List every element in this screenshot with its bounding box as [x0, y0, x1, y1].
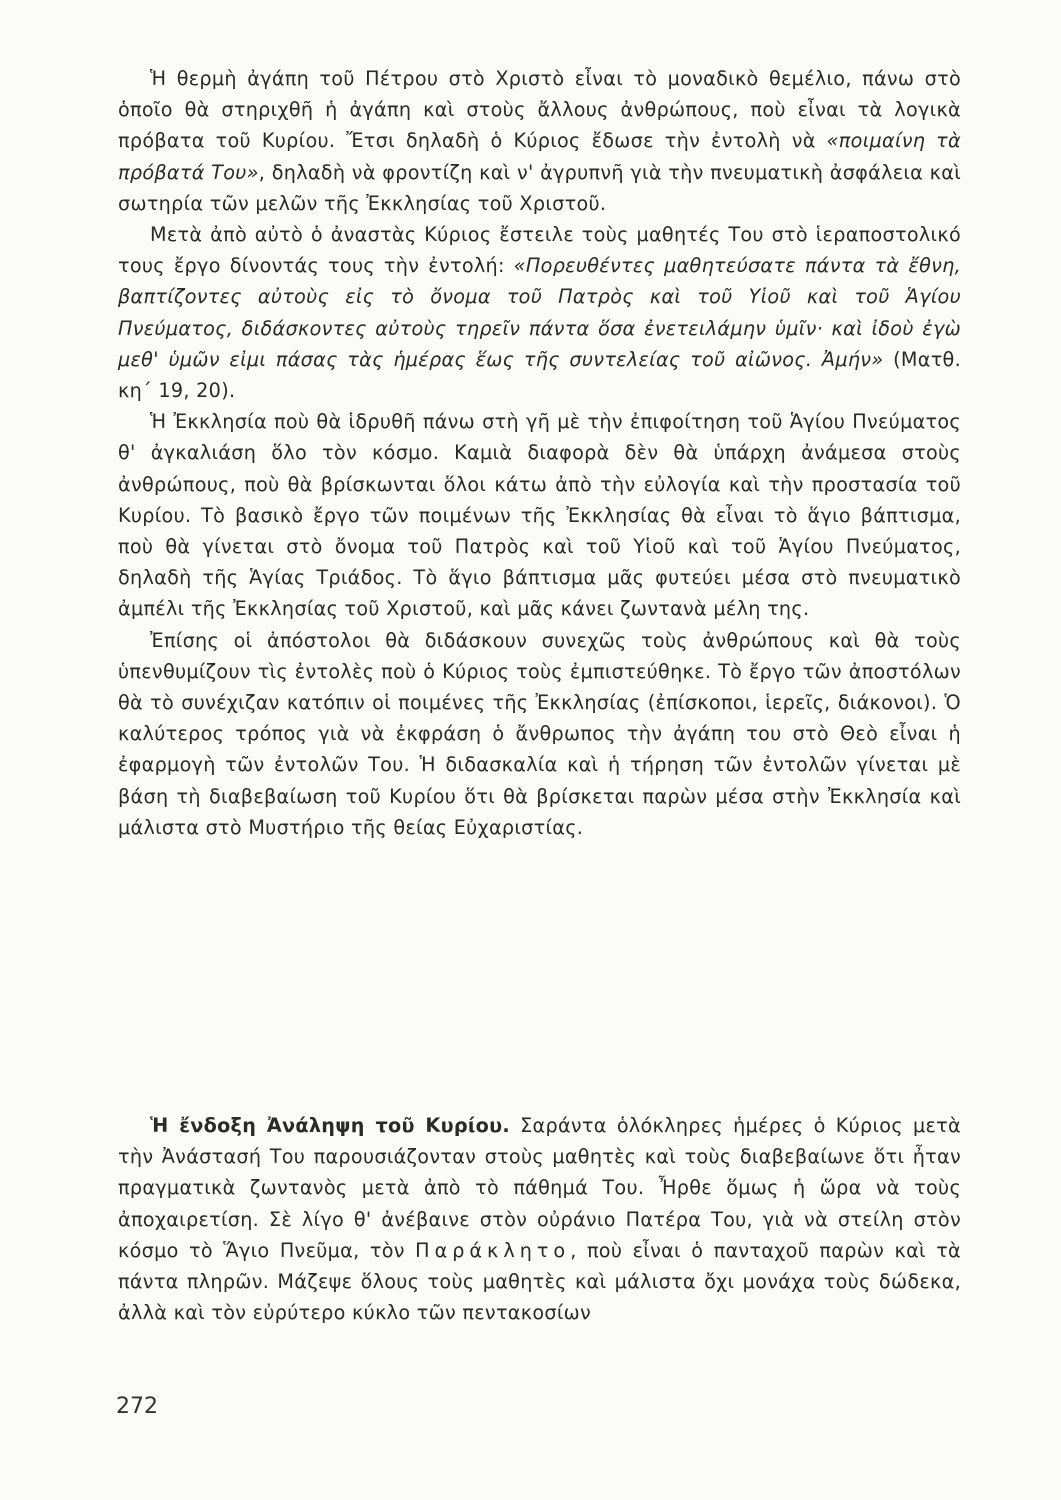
section-heading: Ἡ ἔνδοξη Ἀνάληψη τοῦ Κυρίου.: [150, 1114, 510, 1137]
paragraph-2-scripture-quote: «Πορευθέντες μαθητεύσατε πάντα τὰ ἔθνη, βαπτίζοντες αὐτοὺς εἰς τὸ ὄνομα τοῦ Πατρὸς καὶ τοῦ Υἱοῦ καὶ τοῦ Ἁγίου Πνεύματος, διδάσκοντες αὐτοὺς τηρεῖν πάντα ὅσα ἐνετειλάμην ὑμῖν· καὶ ἰδοὺ ἐγὼ μεθ' ὑμῶν εἰμι πάσας τὰς ἡμέρας ἕως τῆς συντελείας τοῦ αἰῶνος. Ἀμήν»: [118, 254, 961, 371]
paragraph-1: [118, 63, 961, 219]
paragraph-1-quote: «ποιμαίνη τὰ πρόβατά Του»: [118, 129, 961, 184]
paragraph-5: [118, 1110, 961, 1328]
paragraph-1-text: Ἡ θερμὴ ἀγάπη τοῦ Πέτρου στὸ Χριστὸ εἶναι τὸ μοναδικὸ θεμέλιο, πάνω στὸ ὁποῖο θὰ στηριχθῆ ἡ ἀγάπη καὶ στοὺς ἄλλους ἀνθρώπους, ποὺ εἶναι τὰ λογικὰ πρόβατα τοῦ Κυρίου. Ἔτσι δηλαδὴ ὁ Κύριος ἔδωσε τὴν ἐντολὴ νὰ: [118, 67, 961, 153]
paragraph-5-spaced-word: Παράκλητο: [415, 1238, 571, 1262]
paragraph-2-text: Μετὰ ἀπὸ αὐτὸ ὁ ἀναστὰς Κύριος ἔστειλε τοὺς μαθητές Του στὸ ἱεραποστολικό τους ἔργο δίνοντάς τους τὴν ἐντολή:: [118, 223, 961, 278]
paragraph-1-end: , δηλαδὴ νὰ φροντίζη καὶ ν' ἀγρυπνῆ γιὰ τὴν πνευματικὴ ἀσφάλεια καὶ σωτηρία τῶν μελῶν τῆς Ἐκκλησίας τοῦ Χριστοῦ.: [118, 160, 961, 215]
paragraph-5-end: , ποὺ εἶναι ὁ πανταχοῦ παρὼν καὶ τὰ πάντα πληρῶν. Μάζεψε ὅλους τοὺς μαθητὲς καὶ μάλιστα ὄχι μονάχα τοὺς δώδεκα, ἀλλὰ καὶ τὸν εὐρύτερο κύκλο τῶν πεντακοσίων: [118, 1238, 961, 1325]
paragraph-2: [118, 219, 961, 406]
paragraph-5-text: Σαράντα ὁλόκληρες ἡμέρες ὁ Κύριος μετὰ τὴν Ἀνάστασή Του παρουσιάζονταν στοὺς μαθητὲς καὶ τοὺς διαβεβαίωνε ὅτι ἦταν πραγματικὰ ζωντανὸς μετὰ ἀπὸ τὸ πάθημά Του. Ἦρθε ὅμως ἡ ὥρα νὰ τοὺς ἀποχαιρετίση. Σὲ λίγο θ' ἀνέβαινε στὸν οὐράνιο Πατέρα Του, γιὰ νὰ στείλη στὸν κόσμο τὸ Ἅγιο Πνεῦμα, τὸν: [118, 1114, 961, 1262]
paragraph-4: Ἐπίσης οἱ ἀπόστολοι θὰ διδάσκουν συνεχῶς τοὺς ἀνθρώπους καὶ θὰ τοὺς ὑπενθυμίζουν τὶς ἐντολὲς ποὺ ὁ Κύριος τοὺς ἐμπιστεύθηκε. Τὸ ἔργο τῶν ἀποστόλων θὰ τὸ συνέχιζαν κατόπιν οἱ ποιμένες τῆς Ἐκκλησίας (ἐπίσκοποι, ἱερεῖς, διάκονοι). Ὁ καλύτερος τρόπος γιὰ νὰ ἐκφράση ὁ ἄνθρωπος τὴν ἀγάπη του στὸ Θεὸ εἶναι ἡ ἐφαρμογὴ τῶν ἐντολῶν Του. Ἡ διδασκαλία καὶ ἡ τήρηση τῶν ἐντολῶν γίνεται μὲ βάση τὴ διαβεβαίωση τοῦ Κυρίου ὅτι θὰ βρίσκεται παρὼν μέσα στὴν Ἐκκλησία καὶ μάλιστα στὸ Μυστήριο τῆς θείας Εὐχαριστίας.: [118, 628, 961, 839]
page-number: 272: [116, 1394, 158, 1419]
paragraph-3: Ἡ Ἐκκλησία ποὺ θὰ ἱδρυθῆ πάνω στὴ γῆ μὲ τὴν ἐπιφοίτηση τοῦ Ἁγίου Πνεύματος θ' ἀγκαλιάση ὅλο τὸν κόσμο. Καμιὰ διαφορὰ δὲν θὰ ὑπάρχη ἀνάμεσα στοὺς ἀνθρώπους, ποὺ θὰ βρίσκωνται ὅλοι κάτω ἀπὸ τὴν εὐλογία καὶ τὴν προστασία τοῦ Κυρίου. Τὸ βασικὸ ἔργο τῶν ποιμένων τῆς Ἐκκλησίας θὰ εἶναι τὸ ἅγιο βάπτισμα, ποὺ θὰ γίνεται στὸ ὄνομα τοῦ Πατρὸς καὶ τοῦ Υἱοῦ καὶ τοῦ Ἁγίου Πνεύματος, δηλαδὴ τῆς Ἁγίας Τριάδος. Τὸ ἅγιο βάπτισμα μᾶς φυτεύει μέσα στὸ πνευματικὸ ἀμπέλι τῆς Ἐκκλησίας τοῦ Χριστοῦ, καὶ μᾶς κάνει ζωντανὰ μέλη της.: [118, 410, 961, 621]
paragraph-2-reference: (Ματθ. κη΄ 19, 20).: [118, 347, 962, 403]
section-block: [118, 1110, 961, 1328]
main-text-block: [118, 63, 961, 843]
